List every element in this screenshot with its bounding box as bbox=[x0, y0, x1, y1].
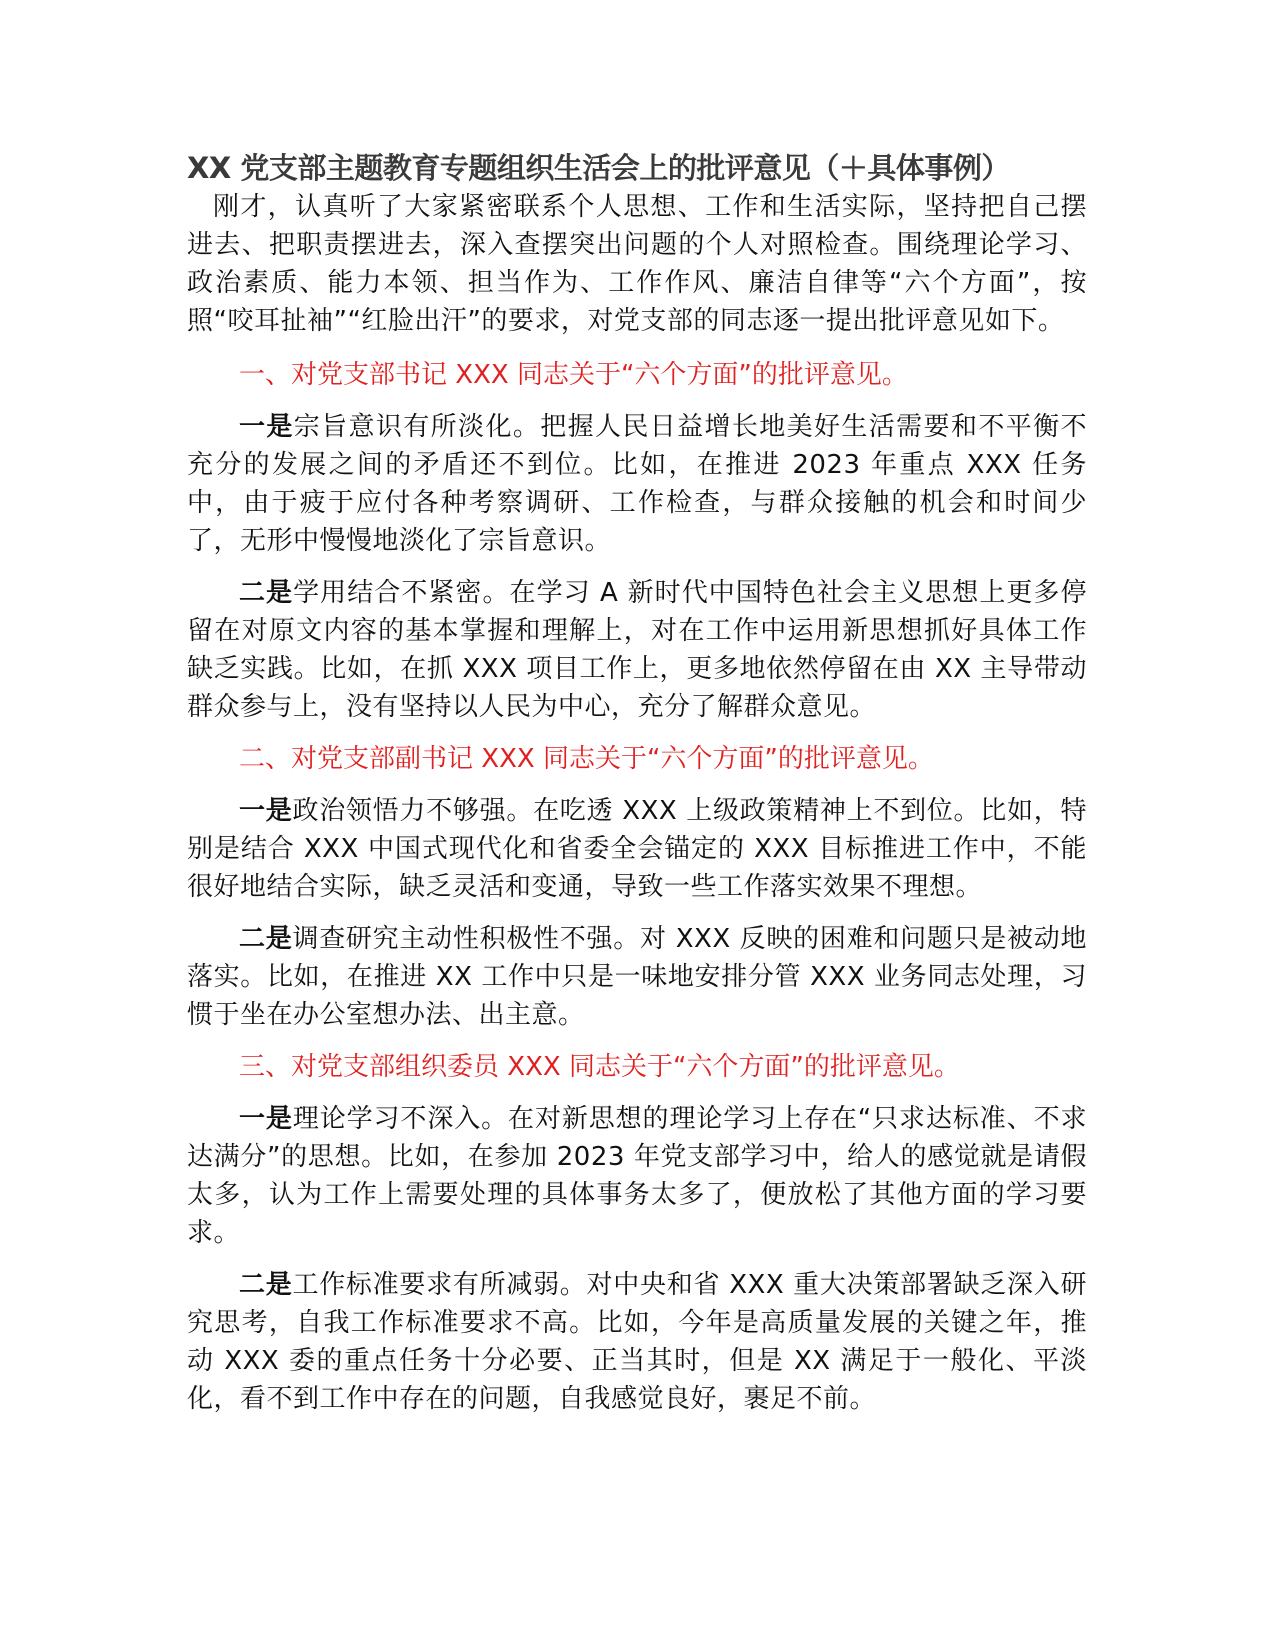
section-1 bbox=[187, 356, 1087, 726]
section-2 bbox=[187, 740, 1087, 1034]
critique-item bbox=[187, 920, 1087, 1034]
section-heading: 二、对党支部副书记 XXX 同志关于“六个方面”的批评意见。 bbox=[239, 744, 934, 774]
item-lead: 二是 bbox=[239, 578, 294, 608]
item-lead: 二是 bbox=[239, 924, 293, 954]
critique-item bbox=[187, 1100, 1087, 1252]
item-lead: 一是 bbox=[239, 796, 293, 826]
item-text: 调查研究主动性积极性不强。对 XXX 反映的困难和问题只是被动地落实。比如，在推进 XX 工作中只是一味地安排分管 XXX 业务同志处理，习惯于坐在办公室想办法、出主意。 bbox=[187, 924, 1087, 1030]
critique-item bbox=[187, 1266, 1087, 1418]
item-lead: 一是 bbox=[239, 412, 294, 442]
item-lead: 二是 bbox=[239, 1270, 293, 1300]
document-title: XX 党支部主题教育专题组织生活会上的批评意见（＋具体事例） bbox=[187, 151, 1010, 185]
intro-paragraph: 刚才，认真听了大家紧密联系个人思想、工作和生活实际，坚持把自己摆进去、把职责摆进去，深入查摆突出问题的个人对照检查。围绕理论学习、政治素质、能力本领、担当作为、工作作风、廉洁自律等“六个方面”，按照“咬耳扯袖”“红脸出汗”的要求，对党支部的同志逐一提出批评意见如下。 bbox=[187, 192, 1087, 336]
item-text: 宗旨意识有所淡化。把握人民日益增长地美好生活需要和不平衡不充分的发展之间的矛盾还不到位。比如，在推进 2023 年重点 XXX 任务中，由于疲于应付各种考察调研、工作检查，与群众接触的机会和时间少了，无形中慢慢地淡化了宗旨意识。 bbox=[187, 412, 1087, 556]
item-text: 工作标准要求有所减弱。对中央和省 XXX 重大决策部署缺乏深入研究思考，自我工作标准要求不高。比如，今年是高质量发展的关键之年，推动 XXX 委的重点任务十分必要、正当其时，但是 XX 满足于一般化、平淡化，看不到工作中存在的问题，自我感觉良好，裹足不前。 bbox=[187, 1270, 1087, 1414]
document-page bbox=[187, 148, 1087, 1432]
section-heading: 三、对党支部组织委员 XXX 同志关于“六个方面”的批评意见。 bbox=[239, 1052, 960, 1082]
critique-item bbox=[187, 408, 1087, 560]
critique-item bbox=[187, 792, 1087, 906]
item-text: 学用结合不紧密。在学习 A 新时代中国特色社会主义思想上更多停留在对原文内容的基本掌握和理解上，对在工作中运用新思想抓好具体工作缺乏实践。比如，在抓 XXX 项目工作上，更多地依然停留在由 XX 主导带动群众参与上，没有坚持以人民为中心，充分了解群众意见。 bbox=[187, 578, 1087, 722]
section-3 bbox=[187, 1048, 1087, 1418]
section-heading: 一、对党支部书记 XXX 同志关于“六个方面”的批评意见。 bbox=[239, 360, 908, 390]
item-text: 理论学习不深入。在对新思想的理论学习上存在“只求达标准、不求达满分”的思想。比如，在参加 2023 年党支部学习中，给人的感觉就是请假太多，认为工作上需要处理的具体事务太多了，便放松了其他方面的学习要求。 bbox=[187, 1104, 1087, 1248]
critique-item bbox=[187, 574, 1087, 726]
item-text: 政治领悟力不够强。在吃透 XXX 上级政策精神上不到位。比如，特别是结合 XXX 中国式现代化和省委全会锚定的 XXX 目标推进工作中，不能很好地结合实际，缺乏灵活和变通，导致一些工作落实效果不理想。 bbox=[187, 796, 1087, 902]
item-lead: 一是 bbox=[239, 1104, 293, 1134]
